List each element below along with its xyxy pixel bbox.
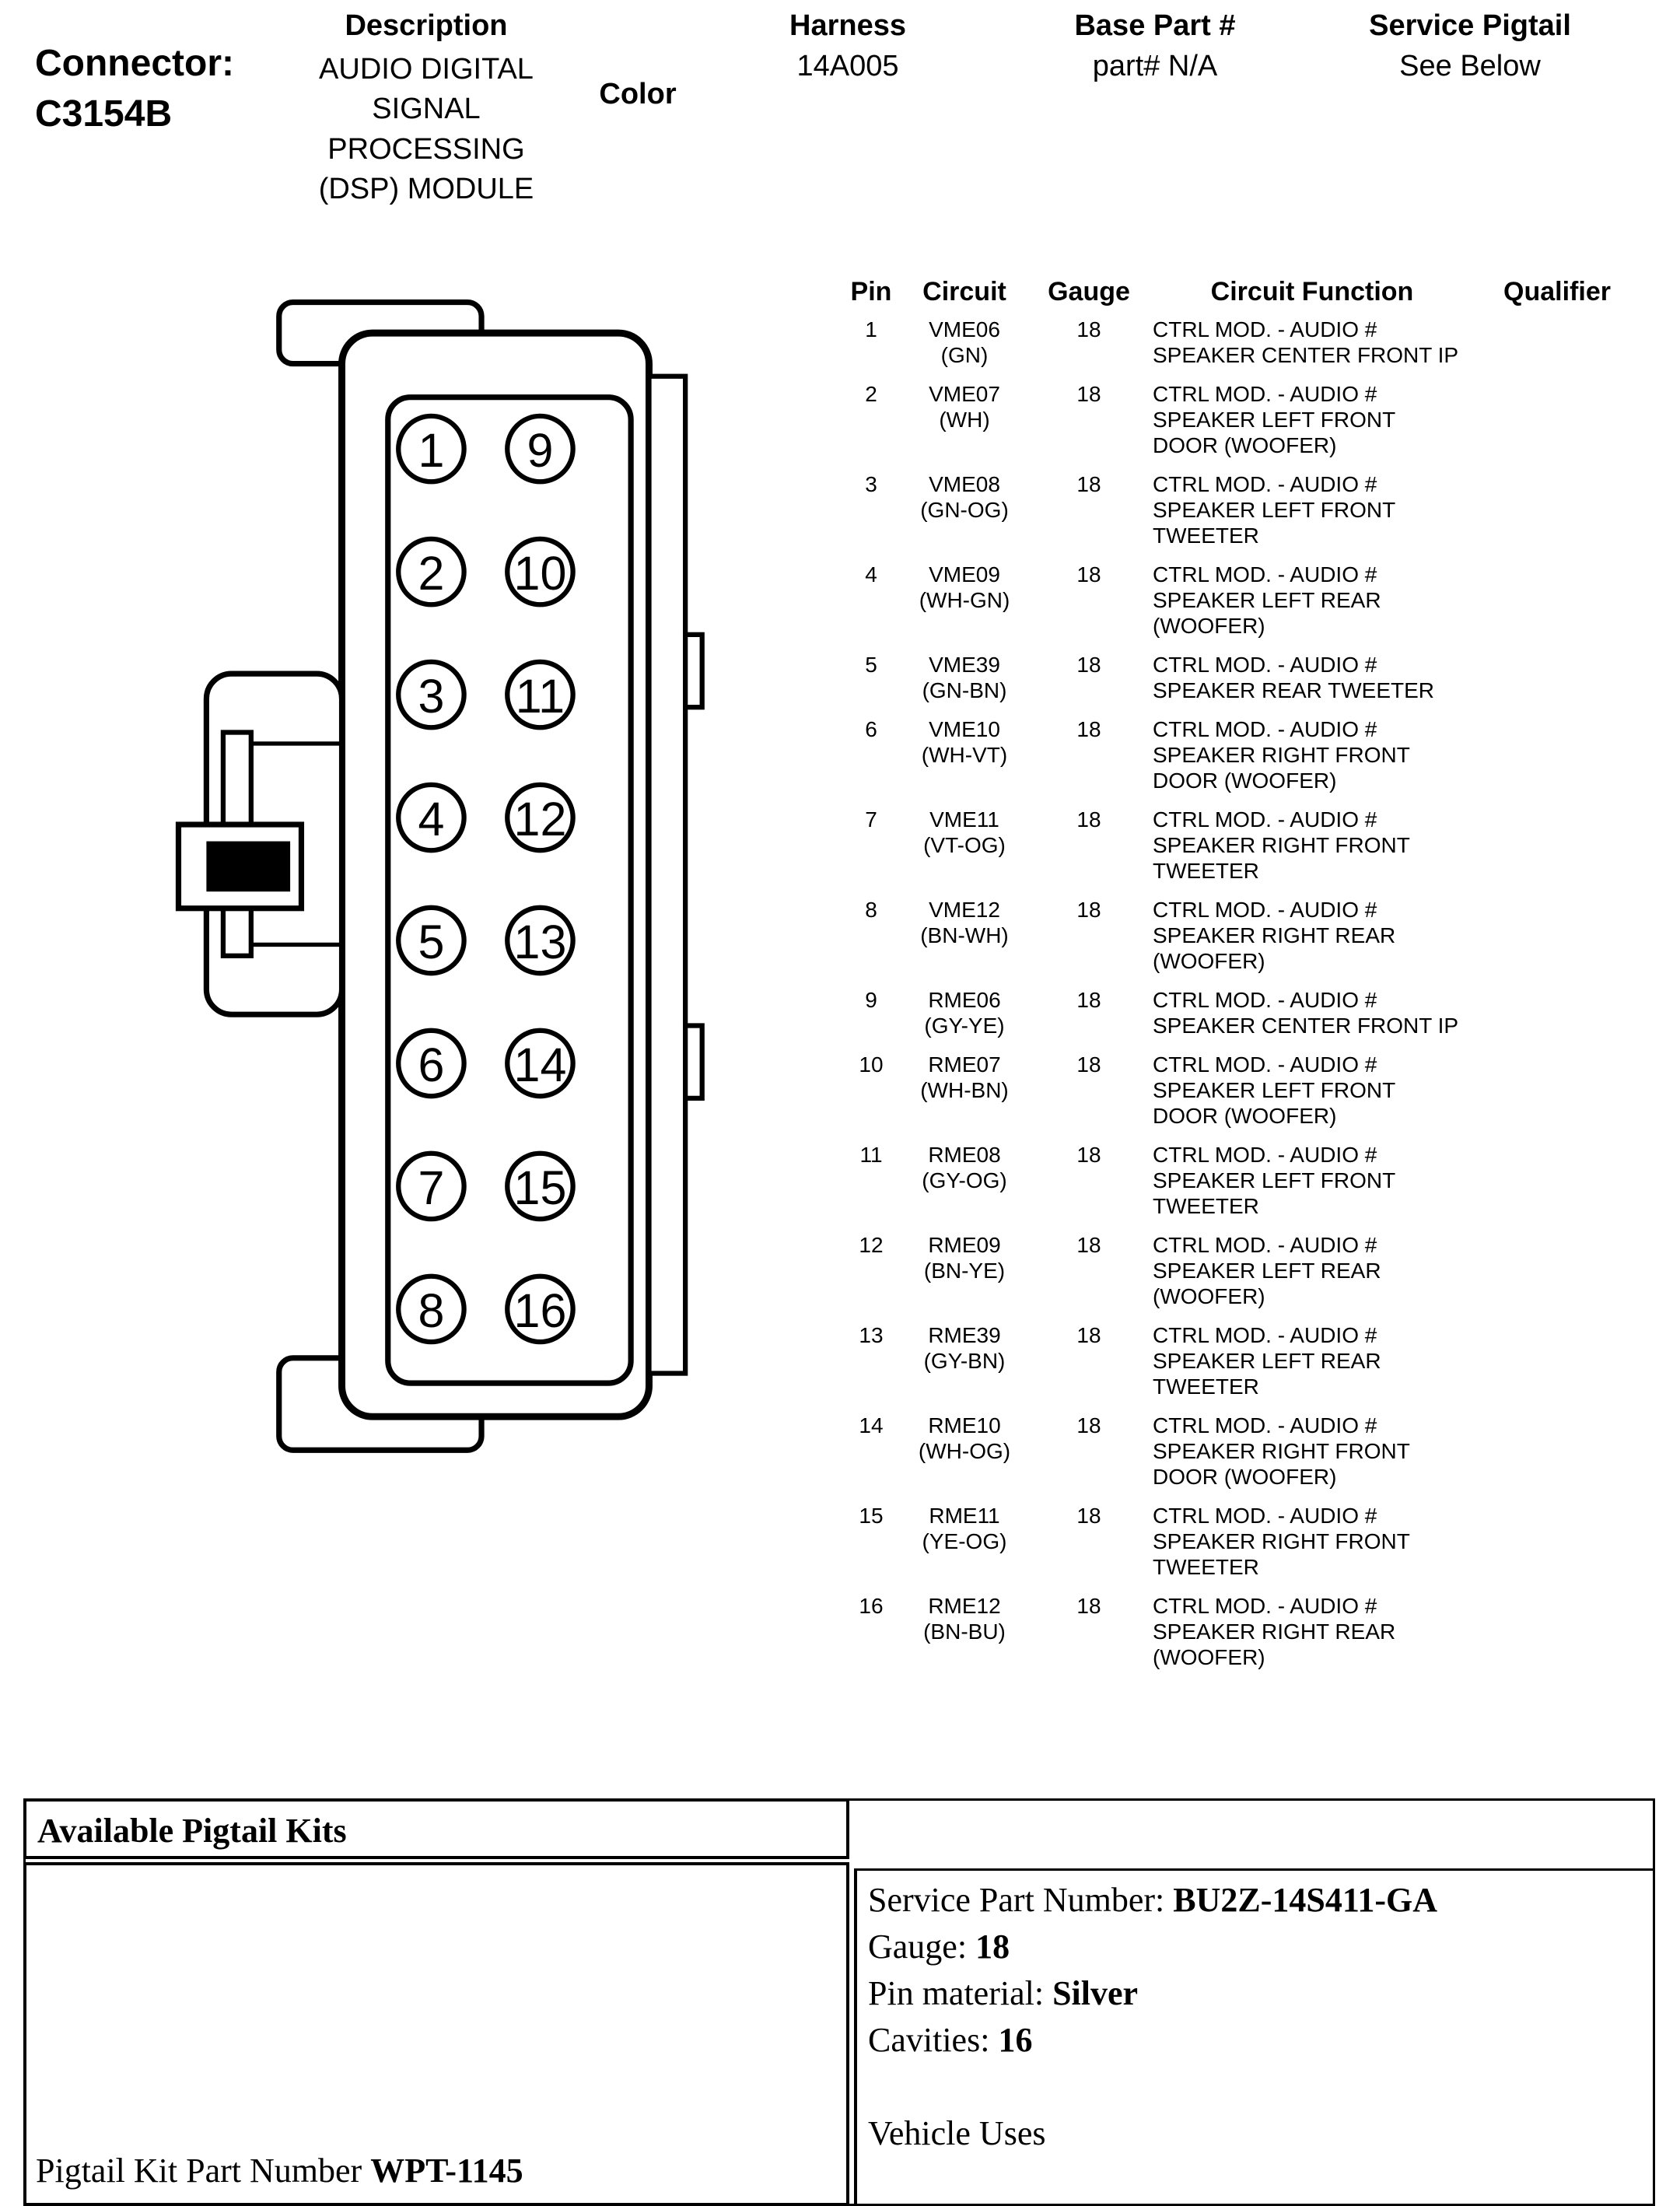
- pin-number-cell: 5: [865, 653, 877, 677]
- circuit-function-text: CTRL MOD. - AUDIO # SPEAKER RIGHT FRONT TWEETER: [1153, 807, 1410, 883]
- cavities-value: 16: [998, 2021, 1033, 2059]
- circuit-cell: [904, 807, 1025, 884]
- pin-material-line: [868, 1970, 1642, 2017]
- circuit-cell: [904, 1413, 1025, 1490]
- circuit-code: RME09: [928, 1233, 1001, 1257]
- circuit-color: (BN-WH): [920, 923, 1009, 947]
- pin-number-cell: 2: [865, 382, 877, 406]
- circuit-code: VME08: [929, 472, 1000, 496]
- header-circuit-function: Circuit Function: [1210, 277, 1414, 306]
- pigtail-kit-cell: [23, 1862, 849, 2206]
- circuit-function-cell: [1153, 317, 1472, 368]
- circuit-cell: [904, 716, 1025, 793]
- cavities-label: Cavities:: [868, 2021, 990, 2059]
- header-pin: Pin: [850, 277, 892, 306]
- pin-table: [838, 277, 1663, 1683]
- pin-cavity-number: 6: [418, 1038, 445, 1091]
- circuit-function-cell: [1153, 1232, 1472, 1309]
- circuit-function-text: CTRL MOD. - AUDIO # SPEAKER LEFT FRONT DOOR (WOOFER): [1153, 382, 1395, 457]
- circuit-cell: [904, 1503, 1025, 1580]
- circuit-color: (VT-OG): [923, 833, 1006, 857]
- pin-cavity-number: 14: [513, 1038, 567, 1091]
- circuit-color: (BN-BU): [923, 1619, 1006, 1644]
- pin-table-row: [838, 1052, 1663, 1129]
- gauge-cell: 18: [1076, 1143, 1101, 1167]
- qualifier-cell: [1472, 652, 1643, 703]
- pin-cavity-number: 16: [513, 1283, 567, 1337]
- connector-right-strip: [649, 376, 685, 1374]
- circuit-code: VME07: [929, 382, 1000, 406]
- pigtail-kit-line: [36, 2151, 523, 2190]
- pin-cavity-number: 7: [418, 1161, 445, 1214]
- qualifier-cell: [1472, 381, 1643, 458]
- qualifier-cell: [1472, 897, 1643, 974]
- header-qualifier: Qualifier: [1503, 277, 1611, 306]
- pin-cavity-number: 10: [513, 546, 567, 600]
- service-pigtail-value: See Below: [1399, 50, 1541, 82]
- pin-number-cell: 15: [859, 1504, 884, 1528]
- circuit-function-text: CTRL MOD. - AUDIO # SPEAKER RIGHT REAR (WOOFER): [1153, 898, 1396, 973]
- circuit-color: (WH-OG): [918, 1439, 1011, 1463]
- pin-number-cell: 10: [859, 1052, 884, 1077]
- gauge-cell: 18: [1076, 717, 1101, 741]
- connector-title: [35, 39, 234, 140]
- pin-cavity-number: 8: [418, 1283, 445, 1337]
- circuit-color: (WH-VT): [921, 743, 1008, 767]
- circuit-code: VME09: [929, 562, 1000, 587]
- pin-table-row: [838, 1142, 1663, 1219]
- circuit-color: (GY-OG): [922, 1168, 1007, 1192]
- pin-table-row: [838, 987, 1663, 1038]
- pin-table-row: [838, 1413, 1663, 1490]
- pin-number-cell: 8: [865, 898, 877, 922]
- circuit-function-cell: [1153, 1322, 1472, 1399]
- pin-table-row: [838, 317, 1663, 368]
- pin-cavity-number: 3: [418, 669, 445, 723]
- pin-material-value: Silver: [1052, 1974, 1139, 2012]
- gauge-cell: 18: [1076, 472, 1101, 496]
- circuit-color: (GY-BN): [923, 1349, 1006, 1373]
- circuit-cell: [904, 317, 1025, 368]
- qualifier-cell: [1472, 471, 1643, 548]
- color-header: Color: [599, 78, 677, 110]
- gauge-line: [868, 1924, 1642, 1970]
- pin-table-row: [838, 1322, 1663, 1399]
- circuit-function-text: CTRL MOD. - AUDIO # SPEAKER CENTER FRONT IP: [1153, 988, 1459, 1038]
- spacer: [868, 2064, 1642, 2110]
- pin-table-row: [838, 1232, 1663, 1309]
- gauge-cell: 18: [1076, 1052, 1101, 1077]
- circuit-color: (GN-OG): [920, 498, 1009, 522]
- pin-number-cell: 14: [859, 1413, 884, 1437]
- pin-number-cell: 16: [859, 1594, 884, 1618]
- pin-cavity-number: 5: [418, 915, 445, 968]
- pin-number-cell: 6: [865, 717, 877, 741]
- circuit-color: (WH-GN): [919, 588, 1010, 612]
- circuit-code: RME07: [928, 1052, 1001, 1077]
- service-part-label: Service Part Number:: [868, 1881, 1165, 1919]
- circuit-function-text: CTRL MOD. - AUDIO # SPEAKER CENTER FRONT IP: [1153, 317, 1459, 367]
- gauge-label: Gauge:: [868, 1928, 968, 1966]
- gauge-value: 18: [975, 1928, 1010, 1966]
- pin-number-cell: 1: [865, 317, 877, 341]
- qualifier-cell: [1472, 562, 1643, 639]
- circuit-cell: [904, 471, 1025, 548]
- circuit-color: (WH-BN): [920, 1078, 1009, 1102]
- qualifier-cell: [1472, 1232, 1643, 1309]
- qualifier-cell: [1472, 987, 1643, 1038]
- connector-right-bump-bottom: [685, 1026, 702, 1098]
- pin-number-cell: 12: [859, 1233, 884, 1257]
- circuit-cell: [904, 1142, 1025, 1219]
- circuit-code: RME10: [928, 1413, 1001, 1437]
- service-part-value: BU2Z-14S411-GA: [1173, 1881, 1438, 1919]
- circuit-cell: [904, 1232, 1025, 1309]
- harness-value: 14A005: [796, 50, 899, 82]
- circuit-color: (YE-OG): [922, 1529, 1007, 1553]
- circuit-color: (GN-BN): [922, 678, 1007, 702]
- circuit-color: (BN-YE): [923, 1259, 1006, 1283]
- gauge-cell: 18: [1076, 1594, 1101, 1618]
- circuit-code: VME10: [929, 717, 1000, 741]
- pin-material-label: Pin material:: [868, 1974, 1045, 2012]
- circuit-function-cell: [1153, 652, 1472, 703]
- pin-cavity-number: 11: [515, 669, 565, 723]
- pin-number-cell: 3: [865, 472, 877, 496]
- base-part-header: Base Part #: [1074, 9, 1236, 42]
- pin-number-cell: 13: [859, 1323, 884, 1347]
- circuit-function-cell: [1153, 716, 1472, 793]
- pin-number-cell: 11: [859, 1143, 883, 1167]
- pin-table-row: [838, 471, 1663, 548]
- gauge-cell: 18: [1076, 382, 1101, 406]
- qualifier-cell: [1472, 317, 1643, 368]
- qualifier-cell: [1472, 807, 1643, 884]
- circuit-function-text: CTRL MOD. - AUDIO # SPEAKER RIGHT REAR (WOOFER): [1153, 1594, 1396, 1669]
- circuit-color: (GN): [940, 343, 989, 367]
- gauge-cell: 18: [1076, 1413, 1101, 1437]
- circuit-cell: [904, 562, 1025, 639]
- qualifier-cell: [1472, 1322, 1643, 1399]
- circuit-color: (WH): [939, 408, 990, 432]
- circuit-function-text: CTRL MOD. - AUDIO # SPEAKER LEFT FRONT TWEETER: [1153, 1143, 1395, 1218]
- pigtail-kit-label: Pigtail Kit Part Number: [36, 2152, 362, 2190]
- pin-cavity-number: 2: [418, 546, 445, 600]
- pin-table-row: [838, 652, 1663, 703]
- circuit-code: RME39: [928, 1323, 1001, 1347]
- service-part-line: [868, 1877, 1642, 1924]
- qualifier-cell: [1472, 1503, 1643, 1580]
- gauge-cell: 18: [1076, 317, 1101, 341]
- circuit-function-text: CTRL MOD. - AUDIO # SPEAKER REAR TWEETER: [1153, 653, 1435, 702]
- circuit-cell: [904, 1322, 1025, 1399]
- circuit-function-cell: [1153, 1052, 1472, 1129]
- circuit-function-text: CTRL MOD. - AUDIO # SPEAKER LEFT FRONT DOOR (WOOFER): [1153, 1052, 1395, 1128]
- pin-number-cell: 7: [865, 807, 877, 832]
- circuit-code: RME06: [928, 988, 1001, 1012]
- pin-cavity-number: 1: [418, 423, 445, 477]
- gauge-cell: 18: [1076, 1233, 1101, 1257]
- pin-table-row: [838, 807, 1663, 884]
- circuit-function-cell: [1153, 1413, 1472, 1490]
- qualifier-cell: [1472, 716, 1643, 793]
- connector-id: C3154B: [35, 93, 173, 135]
- description-value: AUDIO DIGITAL SIGNAL PROCESSING (DSP) MODULE: [318, 53, 534, 205]
- connector-diagram: [167, 299, 824, 1472]
- circuit-function-text: CTRL MOD. - AUDIO # SPEAKER RIGHT FRONT TWEETER: [1153, 1504, 1410, 1579]
- circuit-function-cell: [1153, 1593, 1472, 1670]
- circuit-function-cell: [1153, 1142, 1472, 1219]
- circuit-function-cell: [1153, 381, 1472, 458]
- pin-number-cell: 9: [865, 988, 877, 1012]
- circuit-code: VME06: [929, 317, 1000, 341]
- circuit-function-cell: [1153, 807, 1472, 884]
- vehicle-uses-label: Vehicle Uses: [868, 2114, 1046, 2152]
- qualifier-cell: [1472, 1052, 1643, 1129]
- circuit-color: (GY-YE): [924, 1014, 1005, 1038]
- harness-header: Harness: [789, 9, 906, 42]
- pin-table-row: [838, 716, 1663, 793]
- cavities-line: [868, 2017, 1642, 2064]
- service-pigtail-header: Service Pigtail: [1369, 9, 1571, 42]
- circuit-function-text: CTRL MOD. - AUDIO # SPEAKER LEFT REAR (WOOFER): [1153, 1233, 1381, 1308]
- circuit-cell: [904, 987, 1025, 1038]
- gauge-cell: 18: [1076, 562, 1101, 587]
- gauge-cell: 18: [1076, 1323, 1101, 1347]
- pin-cavity-number: 4: [418, 792, 445, 846]
- pin-table-header: [838, 277, 1663, 307]
- circuit-cell: [904, 1052, 1025, 1129]
- pigtail-kit-value: WPT-1145: [370, 2152, 523, 2190]
- header-circuit: Circuit: [922, 277, 1006, 306]
- connector-label: Connector:: [35, 43, 234, 84]
- connector-right-bump-top: [685, 635, 702, 707]
- circuit-code: VME39: [929, 653, 1000, 677]
- pin-number-cell: 4: [865, 562, 877, 587]
- gauge-cell: 18: [1076, 1504, 1101, 1528]
- pin-cavity-number: 15: [513, 1161, 567, 1214]
- circuit-function-text: CTRL MOD. - AUDIO # SPEAKER RIGHT FRONT DOOR (WOOFER): [1153, 1413, 1410, 1489]
- base-part-value: part# N/A: [1092, 50, 1218, 82]
- circuit-function-text: CTRL MOD. - AUDIO # SPEAKER LEFT FRONT TWEETER: [1153, 472, 1395, 548]
- circuit-function-cell: [1153, 471, 1472, 548]
- gauge-cell: 18: [1076, 898, 1101, 922]
- circuit-code: RME11: [929, 1504, 1000, 1528]
- circuit-code: VME11: [929, 807, 999, 832]
- qualifier-cell: [1472, 1413, 1643, 1490]
- connector-clip: [206, 842, 290, 892]
- circuit-code: RME12: [928, 1594, 1001, 1618]
- circuit-function-text: CTRL MOD. - AUDIO # SPEAKER LEFT REAR TWEETER: [1153, 1323, 1381, 1399]
- pin-table-row: [838, 381, 1663, 458]
- description-header: Description: [345, 9, 508, 42]
- gauge-cell: 18: [1076, 807, 1101, 832]
- circuit-function-text: CTRL MOD. - AUDIO # SPEAKER RIGHT FRONT DOOR (WOOFER): [1153, 717, 1410, 793]
- circuit-cell: [904, 897, 1025, 974]
- qualifier-cell: [1472, 1593, 1643, 1670]
- pin-table-row: [838, 1503, 1663, 1580]
- pigtail-kits-title: Available Pigtail Kits: [23, 1798, 849, 1859]
- pin-table-row: [838, 562, 1663, 639]
- gauge-cell: 18: [1076, 988, 1101, 1012]
- pin-cavity-number: 13: [513, 915, 567, 968]
- pin-cavity-number: 12: [513, 792, 567, 846]
- gauge-cell: 18: [1076, 653, 1101, 677]
- pin-cavity-number: 9: [527, 423, 554, 477]
- circuit-cell: [904, 652, 1025, 703]
- circuit-function-cell: [1153, 987, 1472, 1038]
- circuit-function-text: CTRL MOD. - AUDIO # SPEAKER LEFT REAR (WOOFER): [1153, 562, 1381, 638]
- circuit-function-cell: [1153, 562, 1472, 639]
- qualifier-cell: [1472, 1142, 1643, 1219]
- pin-table-row: [838, 897, 1663, 974]
- circuit-code: VME12: [929, 898, 1000, 922]
- circuit-function-cell: [1153, 897, 1472, 974]
- pin-table-body: [838, 317, 1663, 1670]
- circuit-cell: [904, 1593, 1025, 1670]
- circuit-code: RME08: [928, 1143, 1001, 1167]
- header-gauge: Gauge: [1048, 277, 1130, 306]
- circuit-function-cell: [1153, 1503, 1472, 1580]
- service-part-cell: [854, 1868, 1655, 2206]
- circuit-cell: [904, 381, 1025, 458]
- pin-table-row: [838, 1593, 1663, 1670]
